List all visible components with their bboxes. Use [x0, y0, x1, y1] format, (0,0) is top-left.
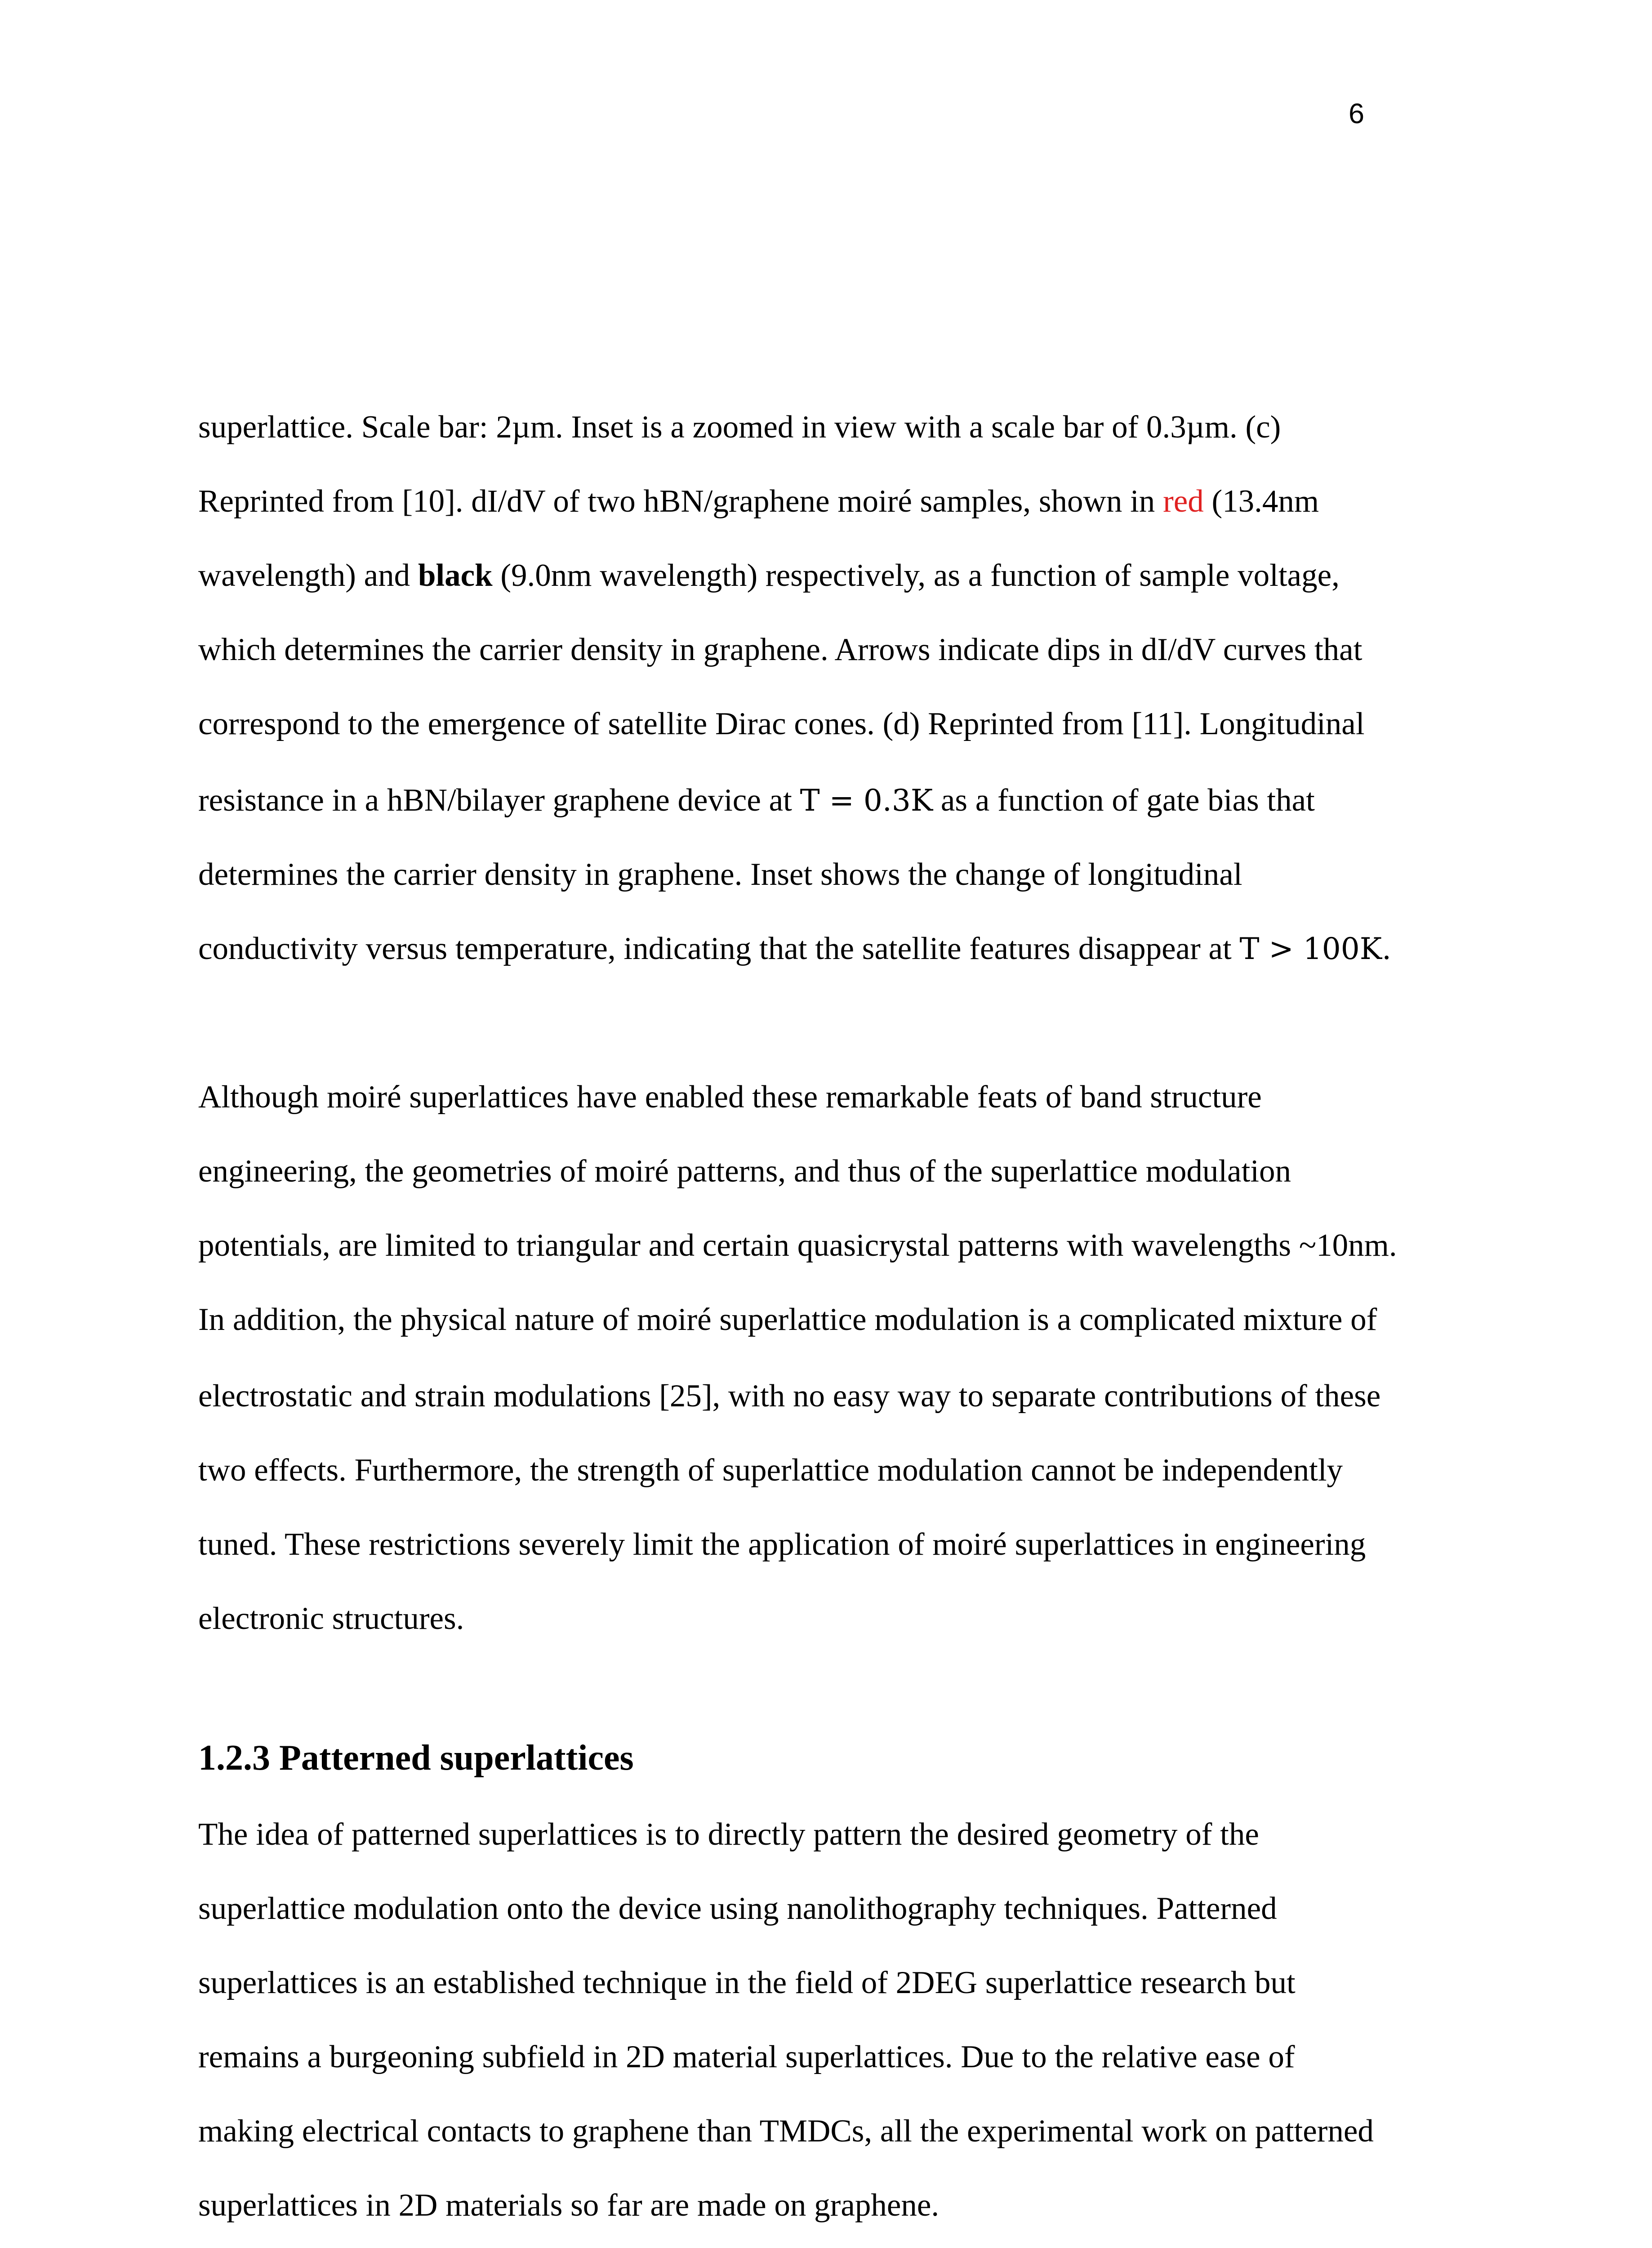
paragraph-line: engineering, the geometries of moiré patterns, and thus of the superlattice modulation — [198, 1154, 1291, 1189]
caption-line: Reprinted from [10]. dI/dV of two hBN/graphene moiré samples, shown in red (13.4nm — [198, 484, 1319, 519]
paragraph-line: superlattice modulation onto the device using nanolithography techniques. Patterned — [198, 1891, 1277, 1926]
black-label: black — [418, 558, 493, 593]
caption-line: correspond to the emergence of satellite Dirac cones. (d) Reprinted from [11]. Longitudinal — [198, 706, 1365, 741]
caption-line: which determines the carrier density in graphene. Arrows indicate dips in dI/dV curves that — [198, 632, 1363, 667]
paragraph-line: two effects. Furthermore, the strength of superlattice modulation cannot be independently — [198, 1453, 1343, 1488]
caption-line: wavelength) and black (9.0nm wavelength) respectively, as a function of sample voltage, — [198, 558, 1340, 593]
caption-line: conductivity versus temperature, indicating that the satellite features disappear at T > 100K. — [198, 931, 1392, 966]
paragraph-line: tuned. These restrictions severely limit the application of moiré superlattices in engineering — [198, 1527, 1366, 1562]
page-number: 6 — [1349, 98, 1365, 129]
paragraph-line: superlattices is an established technique in the field of 2DEG superlattice research but — [198, 1965, 1296, 2000]
math-temperature: T > 100K. — [1239, 932, 1392, 966]
paragraph-line: electrostatic and strain modulations [25], with no easy way to separate contributions of these — [198, 1378, 1381, 1414]
paragraph-line: The idea of patterned superlattices is to directly pattern the desired geometry of the — [198, 1817, 1259, 1852]
paragraph-line: Although moiré superlattices have enabled these remarkable feats of band structure — [198, 1079, 1262, 1115]
paragraph-line: superlattices in 2D materials so far are made on graphene. — [198, 2188, 940, 2223]
caption-line: determines the carrier density in graphene. Inset shows the change of longitudinal — [198, 857, 1242, 892]
paragraph-line: potentials, are limited to triangular and certain quasicrystal patterns with wavelengths ~10nm. — [198, 1228, 1397, 1263]
math-temperature: T = 0.3K — [800, 783, 933, 818]
paragraph-line: making electrical contacts to graphene than TMDCs, all the experimental work on patterned — [198, 2114, 1374, 2149]
paragraph-line: remains a burgeoning subfield in 2D material superlattices. Due to the relative ease of — [198, 2039, 1295, 2074]
caption-line: resistance in a hBN/bilayer graphene device at T = 0.3K as a function of gate bias that — [198, 783, 1315, 818]
caption-line: superlattice. Scale bar: 2µm. Inset is a zoomed in view with a scale bar of 0.3µm. (c) — [198, 410, 1281, 445]
red-label: red — [1163, 484, 1204, 519]
paragraph-line: electronic structures. — [198, 1601, 464, 1636]
paragraph-line: In addition, the physical nature of moiré superlattice modulation is a complicated mixture of — [198, 1302, 1377, 1337]
section-heading: 1.2.3 Patterned superlattices — [198, 1738, 634, 1778]
